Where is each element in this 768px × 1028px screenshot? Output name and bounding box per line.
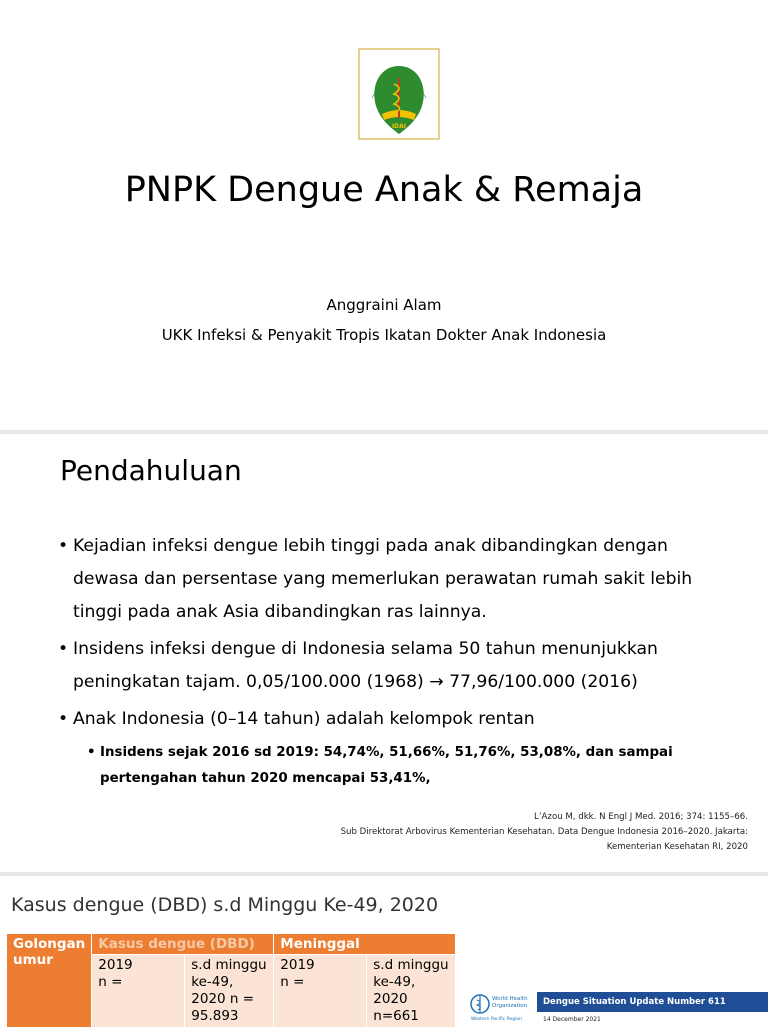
author-name: Anggraini Alam: [326, 296, 442, 314]
bullet-item: • Insidens infeksi dengue di Indonesia selama 50 tahun menunjukkan peningkatan tajam. 0,05/100.000 (1968) → 77,96/100.000 (2016): [58, 633, 718, 699]
who-report-thumbnail: [469, 990, 768, 1024]
bullet-item: • Kejadian infeksi dengue lebih tinggi pada anak dibandingkan dengan dewasa dan persentase yang memerlukan perawatan rumah sakit lebih tinggi pada anak Asia dibandingkan ras lainnya.: [58, 530, 718, 629]
who-logo-icon: [469, 990, 531, 1024]
bullet-list: [58, 530, 718, 792]
reference-line: Sub Direktorat Arbovirus Kementerian Kesehatan. Data Dengue Indonesia 2016–2020. Jakarta:: [340, 827, 748, 837]
table-cell: 2019 n =: [92, 955, 185, 1028]
reference-line: L’Azou M, dkk. N Engl J Med. 2016; 374: 1155–66.: [534, 812, 748, 822]
table-cell: s.d minggu ke-49, 2020 n=661: [367, 955, 456, 1028]
header-kasus: Kasus dengue (DBD): [92, 934, 274, 955]
idai-logo-icon: [358, 48, 440, 140]
slide-title: PNPK Dengue Anak & Remaja: [124, 170, 644, 210]
svg-text:Western Pacific Region: Western Pacific Region: [471, 1017, 523, 1022]
slide-heading: Kasus dengue (DBD) s.d Minggu Ke-49, 2020: [11, 894, 439, 916]
svg-text:Organization: Organization: [492, 1003, 528, 1009]
table-cell: s.d minggu ke-49, 2020 n = 95.893: [185, 955, 274, 1028]
bullet-item: • Anak Indonesia (0–14 tahun) adalah kelompok rentan: [58, 703, 718, 736]
sub-bullet-item: • Insidens sejak 2016 sd 2019: 54,74%, 51,66%, 51,76%, 53,08%, dan sampai pertengahan tahun 2020 mencapai 53,41%,: [58, 740, 718, 792]
reference-line: Kementerian Kesehatan RI, 2020: [606, 842, 748, 852]
idai-logo: [358, 48, 440, 140]
header-golongan: Golongan umur: [7, 934, 92, 1028]
affiliation: UKK Infeksi & Penyakit Tropis Ikatan Dokter Anak Indonesia: [161, 326, 607, 344]
table-header-row: [7, 934, 456, 955]
intro-slide: [0, 434, 768, 874]
title-slide: [0, 0, 768, 430]
header-meninggal: Meninggal: [274, 934, 456, 955]
logo-abbr: IDAI: [391, 123, 407, 130]
who-date: 14 December 2021: [543, 1016, 601, 1023]
cases-slide: [0, 876, 768, 1024]
svg-text:World Health: World Health: [492, 996, 528, 1002]
references: [228, 810, 748, 855]
table-cell: 2019 n =: [274, 955, 367, 1028]
slide-heading: Pendahuluan: [60, 454, 242, 487]
who-banner: Dengue Situation Update Number 611: [537, 992, 768, 1012]
cases-table: [6, 933, 456, 1028]
